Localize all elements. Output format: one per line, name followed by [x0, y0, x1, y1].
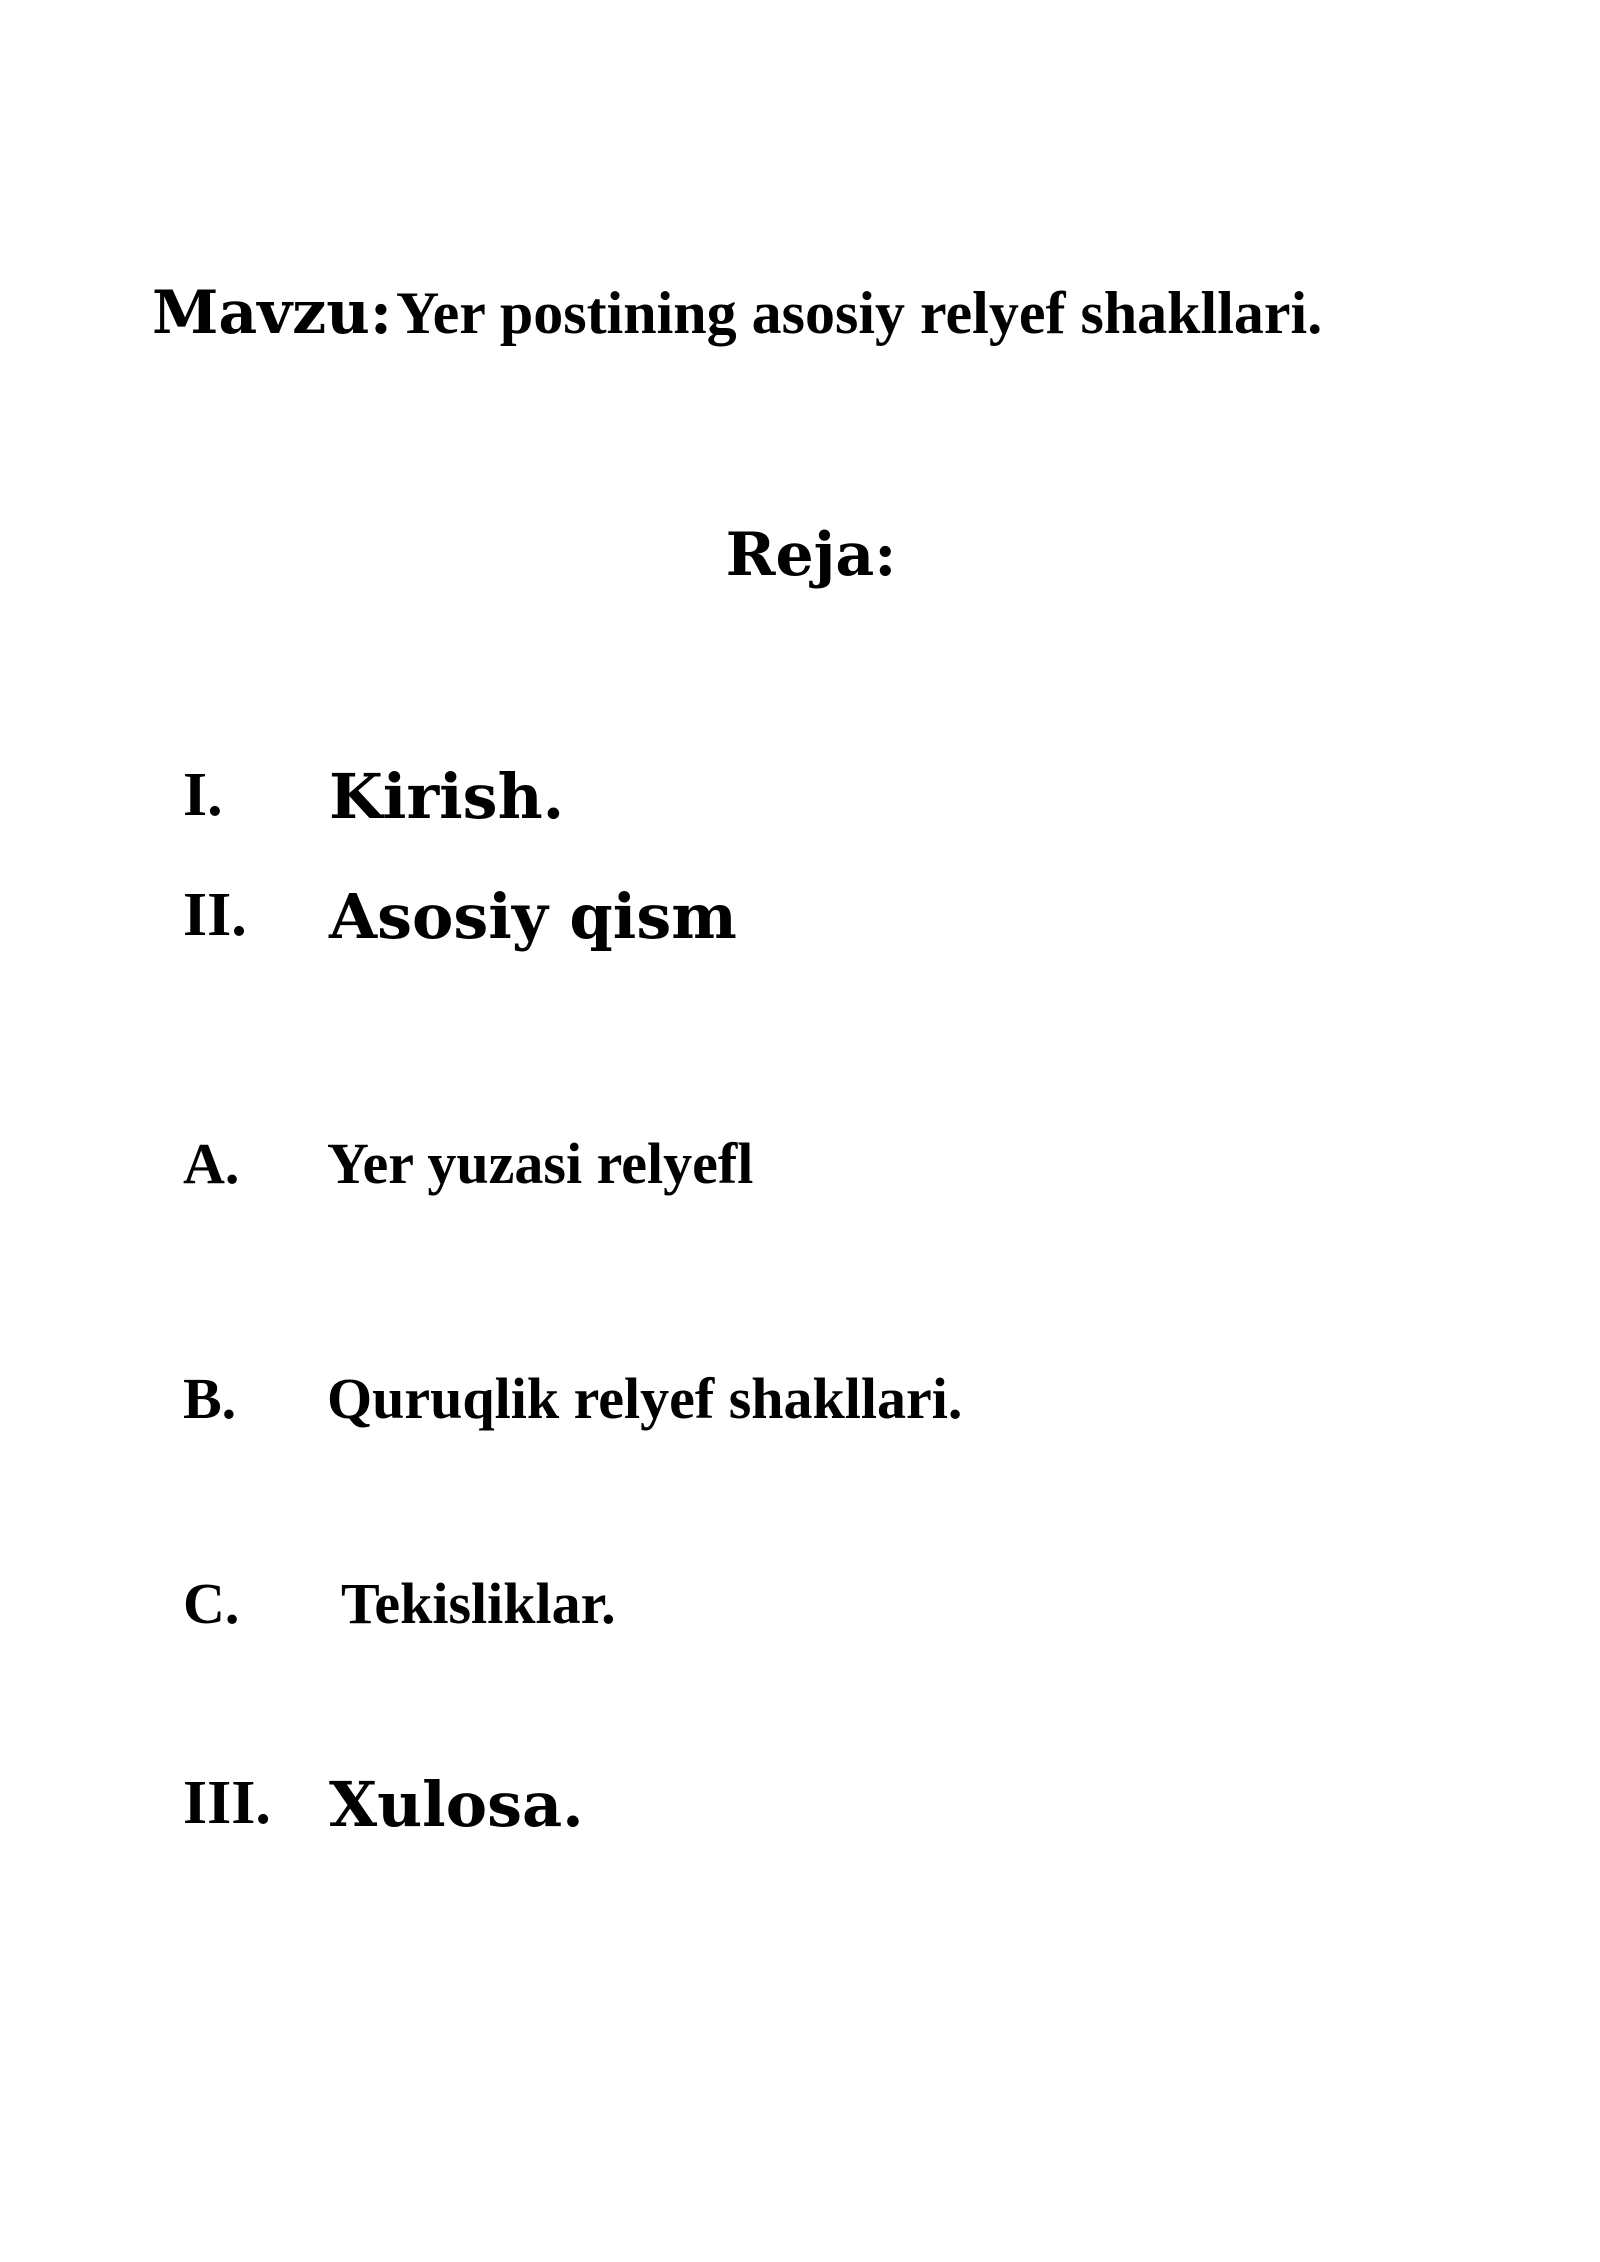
topic-text: Yer postining asosiy relyef shakllari. — [396, 280, 1323, 346]
plan-subitem-text: Yer yuzasi relyefl — [327, 1131, 754, 1196]
plan-subitem-text: Tekisliklar. — [341, 1571, 616, 1636]
plan-item-text: Asosiy qism — [329, 880, 737, 953]
plan-item-text: Kirish. — [329, 760, 565, 833]
plan-subitem-letter: C. — [183, 1571, 240, 1636]
plan-item-number: II. — [183, 881, 247, 949]
plan-item-text: Xulosa. — [329, 1768, 584, 1841]
plan-item-number: III. — [183, 1769, 271, 1837]
topic-heading — [152, 278, 1322, 348]
plan-subitem-text: Quruqlik relyef shakllari. — [327, 1366, 963, 1431]
plan-title: Reja: — [725, 520, 897, 590]
plan-subitem-letter: B. — [183, 1366, 237, 1431]
plan-subitem-letter: A. — [183, 1131, 240, 1196]
plan-item-number: I. — [183, 761, 223, 829]
topic-label: Mavzu: — [152, 278, 392, 348]
